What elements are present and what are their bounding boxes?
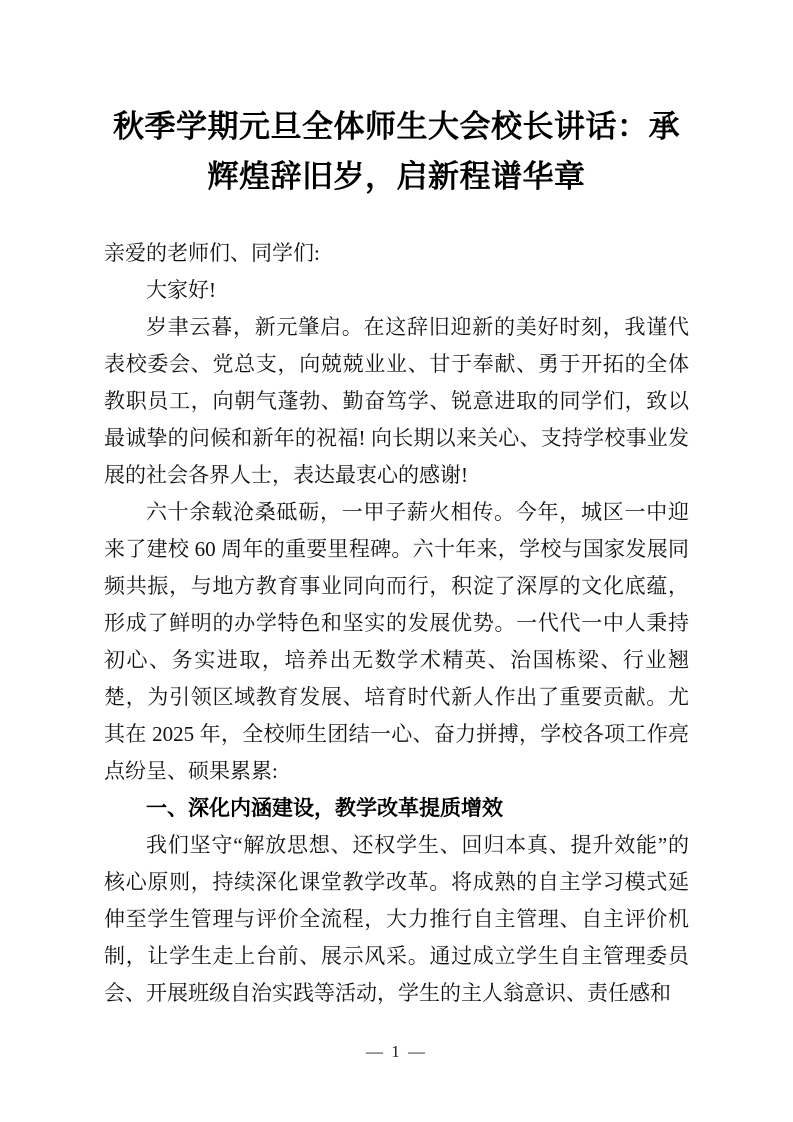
document-body <box>104 235 689 1012</box>
section-heading-1: 一、深化内涵建设，教学改革提质增效 <box>146 797 503 820</box>
page-number: — 1 — <box>366 1042 427 1061</box>
paragraph-new-year-wishes: 岁聿云暮，新元肇启。在这辞旧迎新的美好时刻，我谨代表校委会、党总支，向兢兢业业、甘于奉献、勇于开拓的全体教职员工，向朝气蓬勃、勤奋笃学、锐意进取的同学们，致以最诚挚的问候和新年的祝福! 向长期以来关心、支持学校事业发展的社会各界人士，表达最衷心的感谢! <box>104 315 689 487</box>
paragraph-school-anniversary: 六十余载沧桑砥砺，一甲子薪火相传。今年，城区一中迎来了建校 60 周年的重要里程碑。六十年来，学校与国家发展同频共振，与地方教育事业同向而行，积淀了深厚的文化底蕴，形成了鲜明的办学特色和坚实的发展优势。一代代一中人秉持初心、务实进取，培养出无数学术精英、治国栋梁、行业翘楚，为引领区域教育发展、培育时代新人作出了重要贡献。尤其在 2025 年，全校师生团结一心、奋力拼搏，学校各项工作亮点纷呈、硕果累累: <box>104 500 689 783</box>
document-title: 秋季学期元旦全体师生大会校长讲话：承辉煌辞旧岁，启新程谱华章 <box>113 109 680 194</box>
paragraph-teaching-reform: 我们坚守“解放思想、还权学生、回归本真、提升效能”的核心原则，持续深化课堂教学改革。将成熟的自主学习模式延伸至学生管理与评价全流程，大力推行自主管理、自主评价机制，让学生走上台前、展示风采。通过成立学生自主管理委员会、开展班级自治实践等活动，学生的主人翁意识、责任感和 <box>104 833 689 1005</box>
salutation-line: 亲爱的老师们、同学们: <box>104 241 320 265</box>
greeting-line: 大家好! <box>146 278 216 302</box>
